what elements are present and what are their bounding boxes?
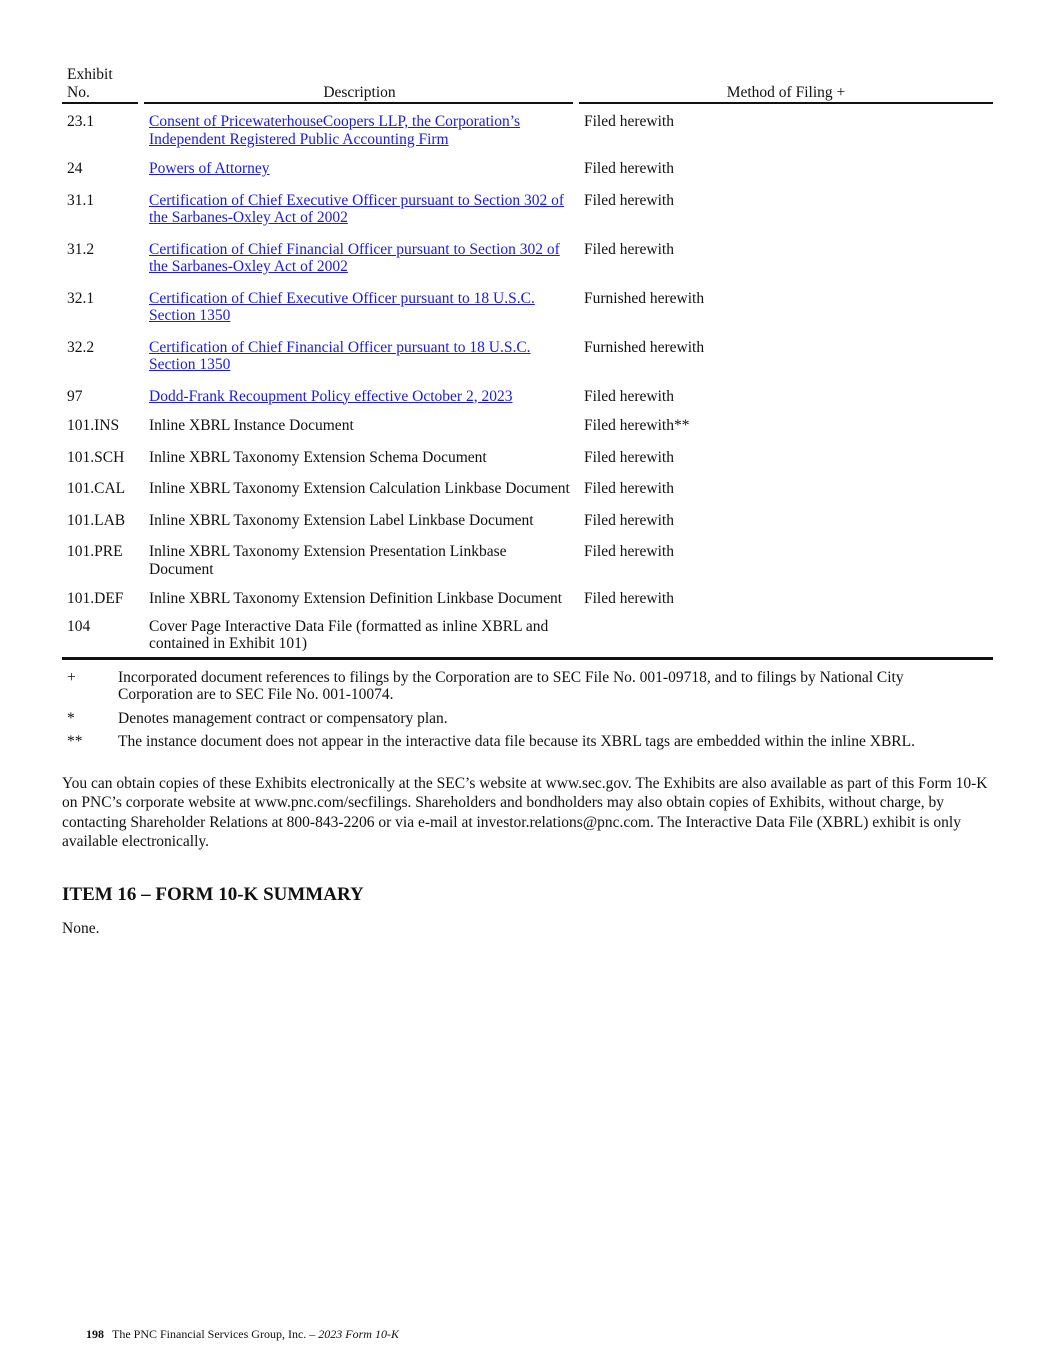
exhibit-number: 97 <box>67 387 83 405</box>
footer-company: The PNC Financial Services Group, Inc. – <box>112 1327 316 1341</box>
exhibit-link[interactable]: Dodd-Frank Recoupment Policy effective October 2, 2023 <box>149 387 513 405</box>
method-of-filing: Filed herewith <box>584 480 674 497</box>
exhibit-link[interactable]: Certification of Chief Financial Officer pursuant to 18 U.S.C. Section 1350 <box>149 338 531 373</box>
header-exhibit-line1: Exhibit <box>67 66 113 83</box>
exhibit-number: 24 <box>67 160 83 177</box>
exhibit-description-text: Inline XBRL Taxonomy Extension Label Linkbase Document <box>149 511 534 529</box>
exhibit-description <box>149 543 574 578</box>
table-bottom-rule <box>62 657 993 660</box>
exhibit-number: 32.1 <box>67 289 95 307</box>
method-of-filing: Filed herewith <box>584 387 674 405</box>
exhibit-description <box>149 590 574 608</box>
exhibit-number: 101.INS <box>67 417 120 434</box>
method-of-filing: Furnished herewith <box>584 289 705 307</box>
method-of-filing: Filed herewith** <box>584 417 690 434</box>
table-row <box>62 290 993 325</box>
item16-heading: ITEM 16 – FORM 10-K SUMMARY <box>62 883 364 905</box>
footnotes <box>62 669 993 751</box>
footnote-text: Denotes management contract or compensatory plan. <box>118 709 448 727</box>
exhibit-description <box>149 480 574 498</box>
method-of-filing: Filed herewith <box>584 590 674 607</box>
exhibit-link[interactable]: Certification of Chief Financial Officer pursuant to Section 302 of the Sarbanes-Oxley Act of 2002 <box>149 240 560 275</box>
footnote <box>62 733 918 751</box>
header-exhibit-no <box>67 66 113 101</box>
exhibit-description-text: Cover Page Interactive Data File (formatted as inline XBRL and contained in Exhibit 101) <box>149 617 549 652</box>
table-row <box>62 241 993 276</box>
footnote <box>62 669 918 704</box>
exhibit-description <box>149 113 574 148</box>
table-row <box>62 160 993 178</box>
exhibit-description <box>149 618 574 653</box>
exhibit-table-header <box>62 66 993 104</box>
table-row <box>62 480 993 498</box>
exhibit-description-text: Inline XBRL Taxonomy Extension Presentation Linkbase Document <box>149 543 507 578</box>
method-of-filing: Furnished herewith <box>584 338 705 356</box>
footnote-text: Incorporated document references to filings by the Corporation are to SEC File No. 001-09718, and to filings by National City Corporation are to SEC File No. 001-10074. <box>118 668 904 703</box>
table-row <box>62 113 993 148</box>
footer-form: 2023 Form 10-K <box>318 1327 399 1341</box>
header-exhibit-line2: No. <box>67 83 90 101</box>
exhibit-description <box>149 192 574 227</box>
page-footer <box>86 1327 399 1342</box>
exhibit-description-text: Inline XBRL Taxonomy Extension Definition Linkbase Document <box>149 590 563 607</box>
table-row <box>62 512 993 530</box>
exhibit-link[interactable]: Certification of Chief Executive Officer pursuant to Section 302 of the Sarbanes-Oxley Act of 2002 <box>149 191 565 226</box>
exhibit-link[interactable]: Powers of Attorney <box>149 160 270 177</box>
method-of-filing: Filed herewith <box>584 160 674 177</box>
table-row <box>62 192 993 227</box>
exhibit-number: 23.1 <box>67 113 95 130</box>
exhibit-number: 101.DEF <box>67 590 124 607</box>
method-of-filing: Filed herewith <box>584 191 674 209</box>
exhibit-number: 101.CAL <box>67 480 126 497</box>
footnote-symbol: ** <box>67 733 83 750</box>
method-of-filing: Filed herewith <box>584 113 674 130</box>
exhibit-description-text: Inline XBRL Taxonomy Extension Schema Document <box>149 448 487 466</box>
exhibit-number: 101.PRE <box>67 543 123 560</box>
exhibit-link[interactable]: Consent of PricewaterhouseCoopers LLP, the Corporation’s Independent Registered Public Accounting Firm <box>149 113 521 148</box>
exhibit-description-text: Inline XBRL Taxonomy Extension Calculation Linkbase Document <box>149 480 570 497</box>
exhibit-description <box>149 160 574 178</box>
table-row <box>62 417 993 435</box>
exhibit-description-text: Inline XBRL Instance Document <box>149 417 354 434</box>
exhibit-description <box>149 290 574 325</box>
method-of-filing: Filed herewith <box>584 448 674 466</box>
exhibit-number: 101.LAB <box>67 511 126 529</box>
item16-body: None. <box>62 919 100 937</box>
exhibits-availability-paragraph: You can obtain copies of these Exhibits electronically at the SEC’s website at www.sec.gov. The Exhibits are also available as part of this Form 10-K on PNC’s corporate website at www.pnc.com/secfilings. Shareholders and bondholders may also obtain copies of Exhibits, without charge, by contacting Shareholder Relations at 800-843-2206 or via e-mail at investor.relations@pnc.com. The Interactive Data File (XBRL) exhibit is only available electronically. <box>62 774 988 850</box>
exhibit-number: 32.2 <box>67 338 95 356</box>
exhibit-description <box>149 339 574 374</box>
footnote-text: The instance document does not appear in the interactive data file because its XBRL tags are embedded within the inline XBRL. <box>118 733 915 750</box>
exhibit-number: 31.2 <box>67 240 95 258</box>
exhibit-description <box>149 512 574 530</box>
exhibit-number: 101.SCH <box>67 448 125 466</box>
table-row <box>62 618 993 653</box>
exhibit-number: 31.1 <box>67 191 95 209</box>
exhibit-description <box>149 417 574 435</box>
footnote-symbol: + <box>67 668 76 686</box>
document-page <box>62 66 993 938</box>
method-of-filing: Filed herewith <box>584 511 674 529</box>
table-row <box>62 388 993 406</box>
page-number: 198 <box>86 1327 104 1341</box>
table-row <box>62 590 993 608</box>
exhibit-description <box>149 388 574 406</box>
exhibit-number: 104 <box>67 617 91 635</box>
header-description: Description <box>323 84 396 101</box>
table-row <box>62 449 993 467</box>
exhibit-description <box>149 449 574 467</box>
exhibit-link[interactable]: Certification of Chief Executive Officer pursuant to 18 U.S.C. Section 1350 <box>149 289 535 324</box>
table-row <box>62 543 993 578</box>
exhibit-table-body <box>62 104 993 653</box>
footnote <box>62 710 918 728</box>
footnote-symbol: * <box>67 709 75 727</box>
method-of-filing: Filed herewith <box>584 240 674 258</box>
method-of-filing: Filed herewith <box>584 543 674 560</box>
table-row <box>62 339 993 374</box>
header-method-of-filing: Method of Filing + <box>726 84 846 101</box>
exhibit-description <box>149 241 574 276</box>
